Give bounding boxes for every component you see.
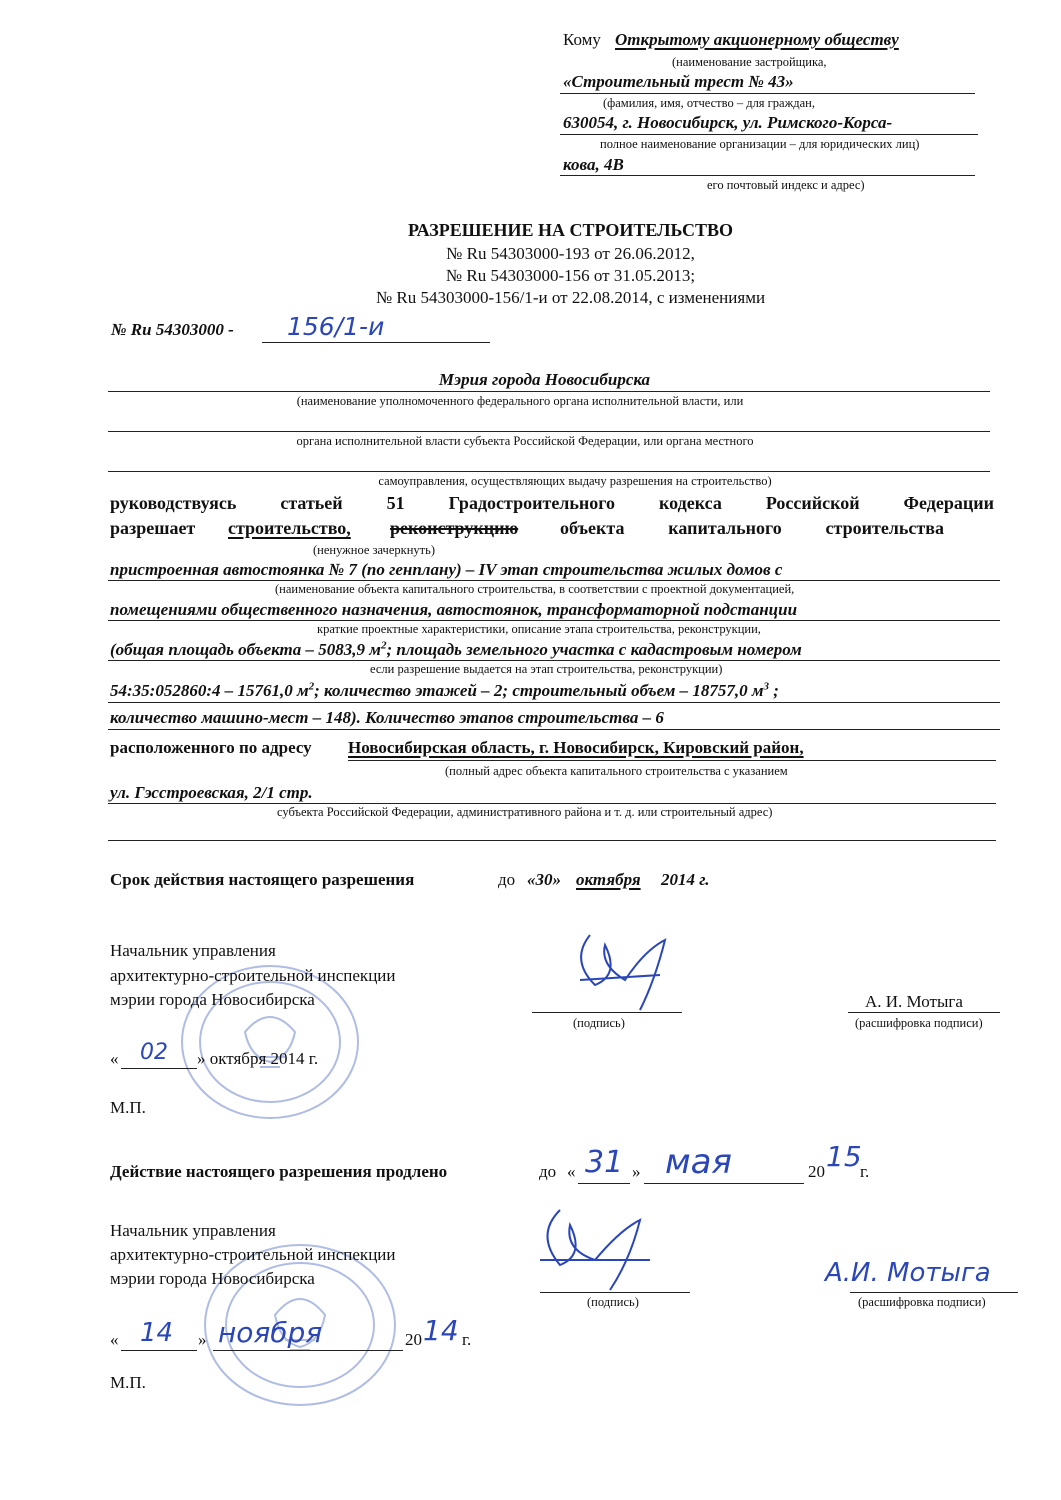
date-month-rule-2	[213, 1350, 403, 1351]
signer-name-handwritten-2: А.И. Мотыга	[825, 1258, 991, 1288]
guided-word: Федерации	[903, 493, 994, 513]
object-word: капитального	[668, 518, 782, 538]
date-g-2: г.	[462, 1330, 472, 1349]
object-rule-4	[108, 702, 1000, 703]
podpis-label-2: (подпись)	[587, 1295, 639, 1309]
authority-rule-2	[108, 431, 990, 432]
komu-label: Кому	[563, 30, 601, 49]
position-line-1: Начальник управления	[110, 941, 276, 960]
authority-note-1: (наименование уполномоченного федерального органа исполнительной власти, или	[296, 394, 744, 408]
authority-rule-1	[108, 391, 990, 392]
object-word: объекта	[560, 518, 625, 538]
object-rule-1	[108, 580, 1000, 581]
object-note-2: краткие проектные характеристики, описание этапа строительства, реконструкции,	[317, 622, 761, 636]
date-day-rule-1	[121, 1068, 197, 1069]
object-rule-5	[108, 729, 1000, 730]
ref-2: № Ru 54303000-156 от 31.05.2013;	[445, 266, 696, 285]
permit-number-handwritten: 156/1-и	[287, 312, 385, 341]
signature-rule-2	[540, 1292, 690, 1293]
position-line-2: архитектурно-строительной инспекции	[110, 966, 396, 985]
construction-word: строительство,	[228, 518, 351, 538]
position-line-1: Начальник управления	[110, 1221, 276, 1240]
page-title: РАЗРЕШЕНИЕ НА СТРОИТЕЛЬСТВО	[407, 220, 734, 240]
extension-quote-close: »	[632, 1162, 641, 1181]
guided-word: 51	[386, 493, 405, 513]
rasshifrovka-label-2: (расшифровка подписи)	[858, 1295, 986, 1309]
validity-month: октября	[576, 870, 641, 889]
authority-note-2: органа исполнительной власти субъекта Российской Федерации, или органа местного	[296, 434, 754, 448]
strike-note: (ненужное зачеркнуть)	[313, 543, 435, 557]
address-note-1: (полный адрес объекта капитального строительства с указанием	[445, 764, 788, 778]
addressee-note-4: его почтовый индекс и адрес)	[707, 178, 865, 192]
date-quote-open-1: «	[110, 1049, 119, 1068]
addressee-line-2-rule	[560, 93, 975, 94]
guided-word: статьей	[280, 493, 343, 513]
official-seal-stamp	[175, 962, 365, 1122]
extension-month-rule	[644, 1183, 804, 1184]
signer-name-1: А. И. Мотыга	[865, 992, 963, 1011]
validity-do: до	[498, 870, 516, 889]
addressee-line-1: Открытому акционерному обществу	[615, 30, 899, 49]
date-month-handwritten-2: ноября	[218, 1316, 323, 1349]
permit-number-rule	[262, 342, 490, 343]
addressee-note-3: полное наименование организации – для юридических лиц)	[600, 137, 920, 151]
extension-do: до	[539, 1162, 557, 1181]
addressee-line-3: 630054, г. Новосибирск, ул. Римского-Корса-	[563, 113, 893, 132]
authority-rule-3	[108, 471, 990, 472]
position-line-2: архитектурно-строительной инспекции	[110, 1245, 396, 1264]
extension-label: Действие настоящего разрешения продлено	[110, 1162, 448, 1181]
extension-year-prefix: 20	[808, 1162, 825, 1181]
address-rule-1	[348, 760, 996, 761]
object-line-5: количество машино-мест – 148). Количество этапов строительства – 6	[110, 708, 664, 727]
handwritten-signature-1	[560, 920, 710, 1020]
validity-day: «30»	[527, 870, 561, 889]
extension-month-handwritten: мая	[665, 1142, 732, 1182]
date-rest-1: » октября 2014 г.	[197, 1049, 319, 1068]
date-day-handwritten-1: 02	[140, 1040, 168, 1065]
address-line-1: Новосибирская область, г. Новосибирск, Кировский район,	[348, 738, 804, 757]
guided-word: Российской	[765, 493, 860, 513]
ref-1: № Ru 54303000-193 от 26.06.2012,	[446, 244, 695, 263]
position-line-3: мэрии города Новосибирска	[110, 1269, 315, 1288]
addressee-line-3-rule	[560, 134, 978, 135]
guided-word: кодекса	[659, 493, 722, 513]
address-line-2: ул. Гэсстроевская, 2/1 стр.	[110, 783, 313, 802]
guided-word: руководствуясь	[110, 493, 237, 513]
extension-day-handwritten: 31	[585, 1145, 624, 1180]
date-day-handwritten-2: 14	[140, 1318, 174, 1348]
object-words	[560, 518, 944, 539]
handwritten-signature-2	[525, 1200, 695, 1300]
guided-word: Градостроительного	[448, 493, 616, 513]
ref-3: № Ru 54303000-156/1-и от 22.08.2014, с изменениями	[375, 288, 766, 307]
validity-year: 2014 г.	[661, 870, 710, 889]
extension-day-rule	[578, 1183, 630, 1184]
permit-number-prefix: № Ru 54303000 -	[111, 320, 234, 339]
signature-rule-1	[532, 1012, 682, 1013]
date-quote-open-2: «	[110, 1330, 119, 1349]
object-rule-2	[108, 620, 1000, 621]
position-line-3: мэрии города Новосибирска	[110, 990, 315, 1009]
reconstruction-word-struck: реконструкцию	[390, 518, 519, 538]
authority-name: Мэрия города Новосибирска	[438, 370, 651, 389]
date-quote-close-2: »	[198, 1330, 207, 1349]
addressee-note-2: (фамилия, имя, отчество – для граждан,	[603, 96, 815, 110]
object-word: строительства	[825, 518, 944, 538]
extension-g: г.	[860, 1162, 870, 1181]
object-line-1: пристроенная автостоянка № 7 (по генплану) – IV этап строительства жилых домов с	[110, 560, 783, 579]
name-rule-2	[850, 1292, 1018, 1293]
addressee-line-4-rule	[560, 175, 975, 176]
authority-note-3: самоуправления, осуществляющих выдачу разрешения на строительство)	[378, 474, 772, 488]
address-label: расположенного по адресу	[110, 738, 312, 757]
podpis-label-1: (подпись)	[573, 1016, 625, 1030]
object-note-3: если разрешение выдается на этап строительства, реконструкции)	[370, 662, 723, 676]
date-year-handwritten-2: 14	[423, 1314, 459, 1347]
extension-year-handwritten: 15	[826, 1140, 862, 1173]
guided-by-line	[110, 493, 994, 514]
mp-label-2: М.П.	[110, 1373, 146, 1392]
object-line-2: помещениями общественного назначения, автостоянок, трансформаторной подстанции	[110, 600, 798, 619]
date-day-rule-2	[121, 1350, 197, 1351]
permits-word: разрешает	[110, 518, 196, 538]
address-rule-3	[108, 840, 996, 841]
object-rule-3	[108, 660, 1000, 661]
address-rule-2	[108, 803, 996, 804]
addressee-note-1: (наименование застройщика,	[672, 55, 827, 69]
object-line-3: (общая площадь объекта – 5083,9 $м^2$; площадь земельного участка с кадастровым номером	[110, 639, 802, 659]
object-note-1: (наименование объекта капитального строительства, в соответствии с проектной документацией,	[275, 582, 795, 596]
validity-label: Срок действия настоящего разрешения	[110, 870, 415, 889]
date-year-prefix-2: 20	[405, 1330, 422, 1349]
rasshifrovka-label-1: (расшифровка подписи)	[855, 1016, 983, 1030]
name-rule-1	[848, 1012, 1000, 1013]
address-note-2: субъекта Российской Федерации, административного района и т. д. или строительный адрес)	[277, 805, 773, 819]
object-line-4: 54:35:052860:4 – 15761,0 $м^2$; количество этажей – 2; строительный объем – 18757,0 $м^3$ ;	[110, 680, 779, 700]
mp-label-1: М.П.	[110, 1098, 146, 1117]
addressee-line-4: кова, 4В	[563, 155, 624, 174]
addressee-line-2: «Строительный трест № 43»	[563, 72, 794, 91]
extension-quote-open: «	[567, 1162, 576, 1181]
